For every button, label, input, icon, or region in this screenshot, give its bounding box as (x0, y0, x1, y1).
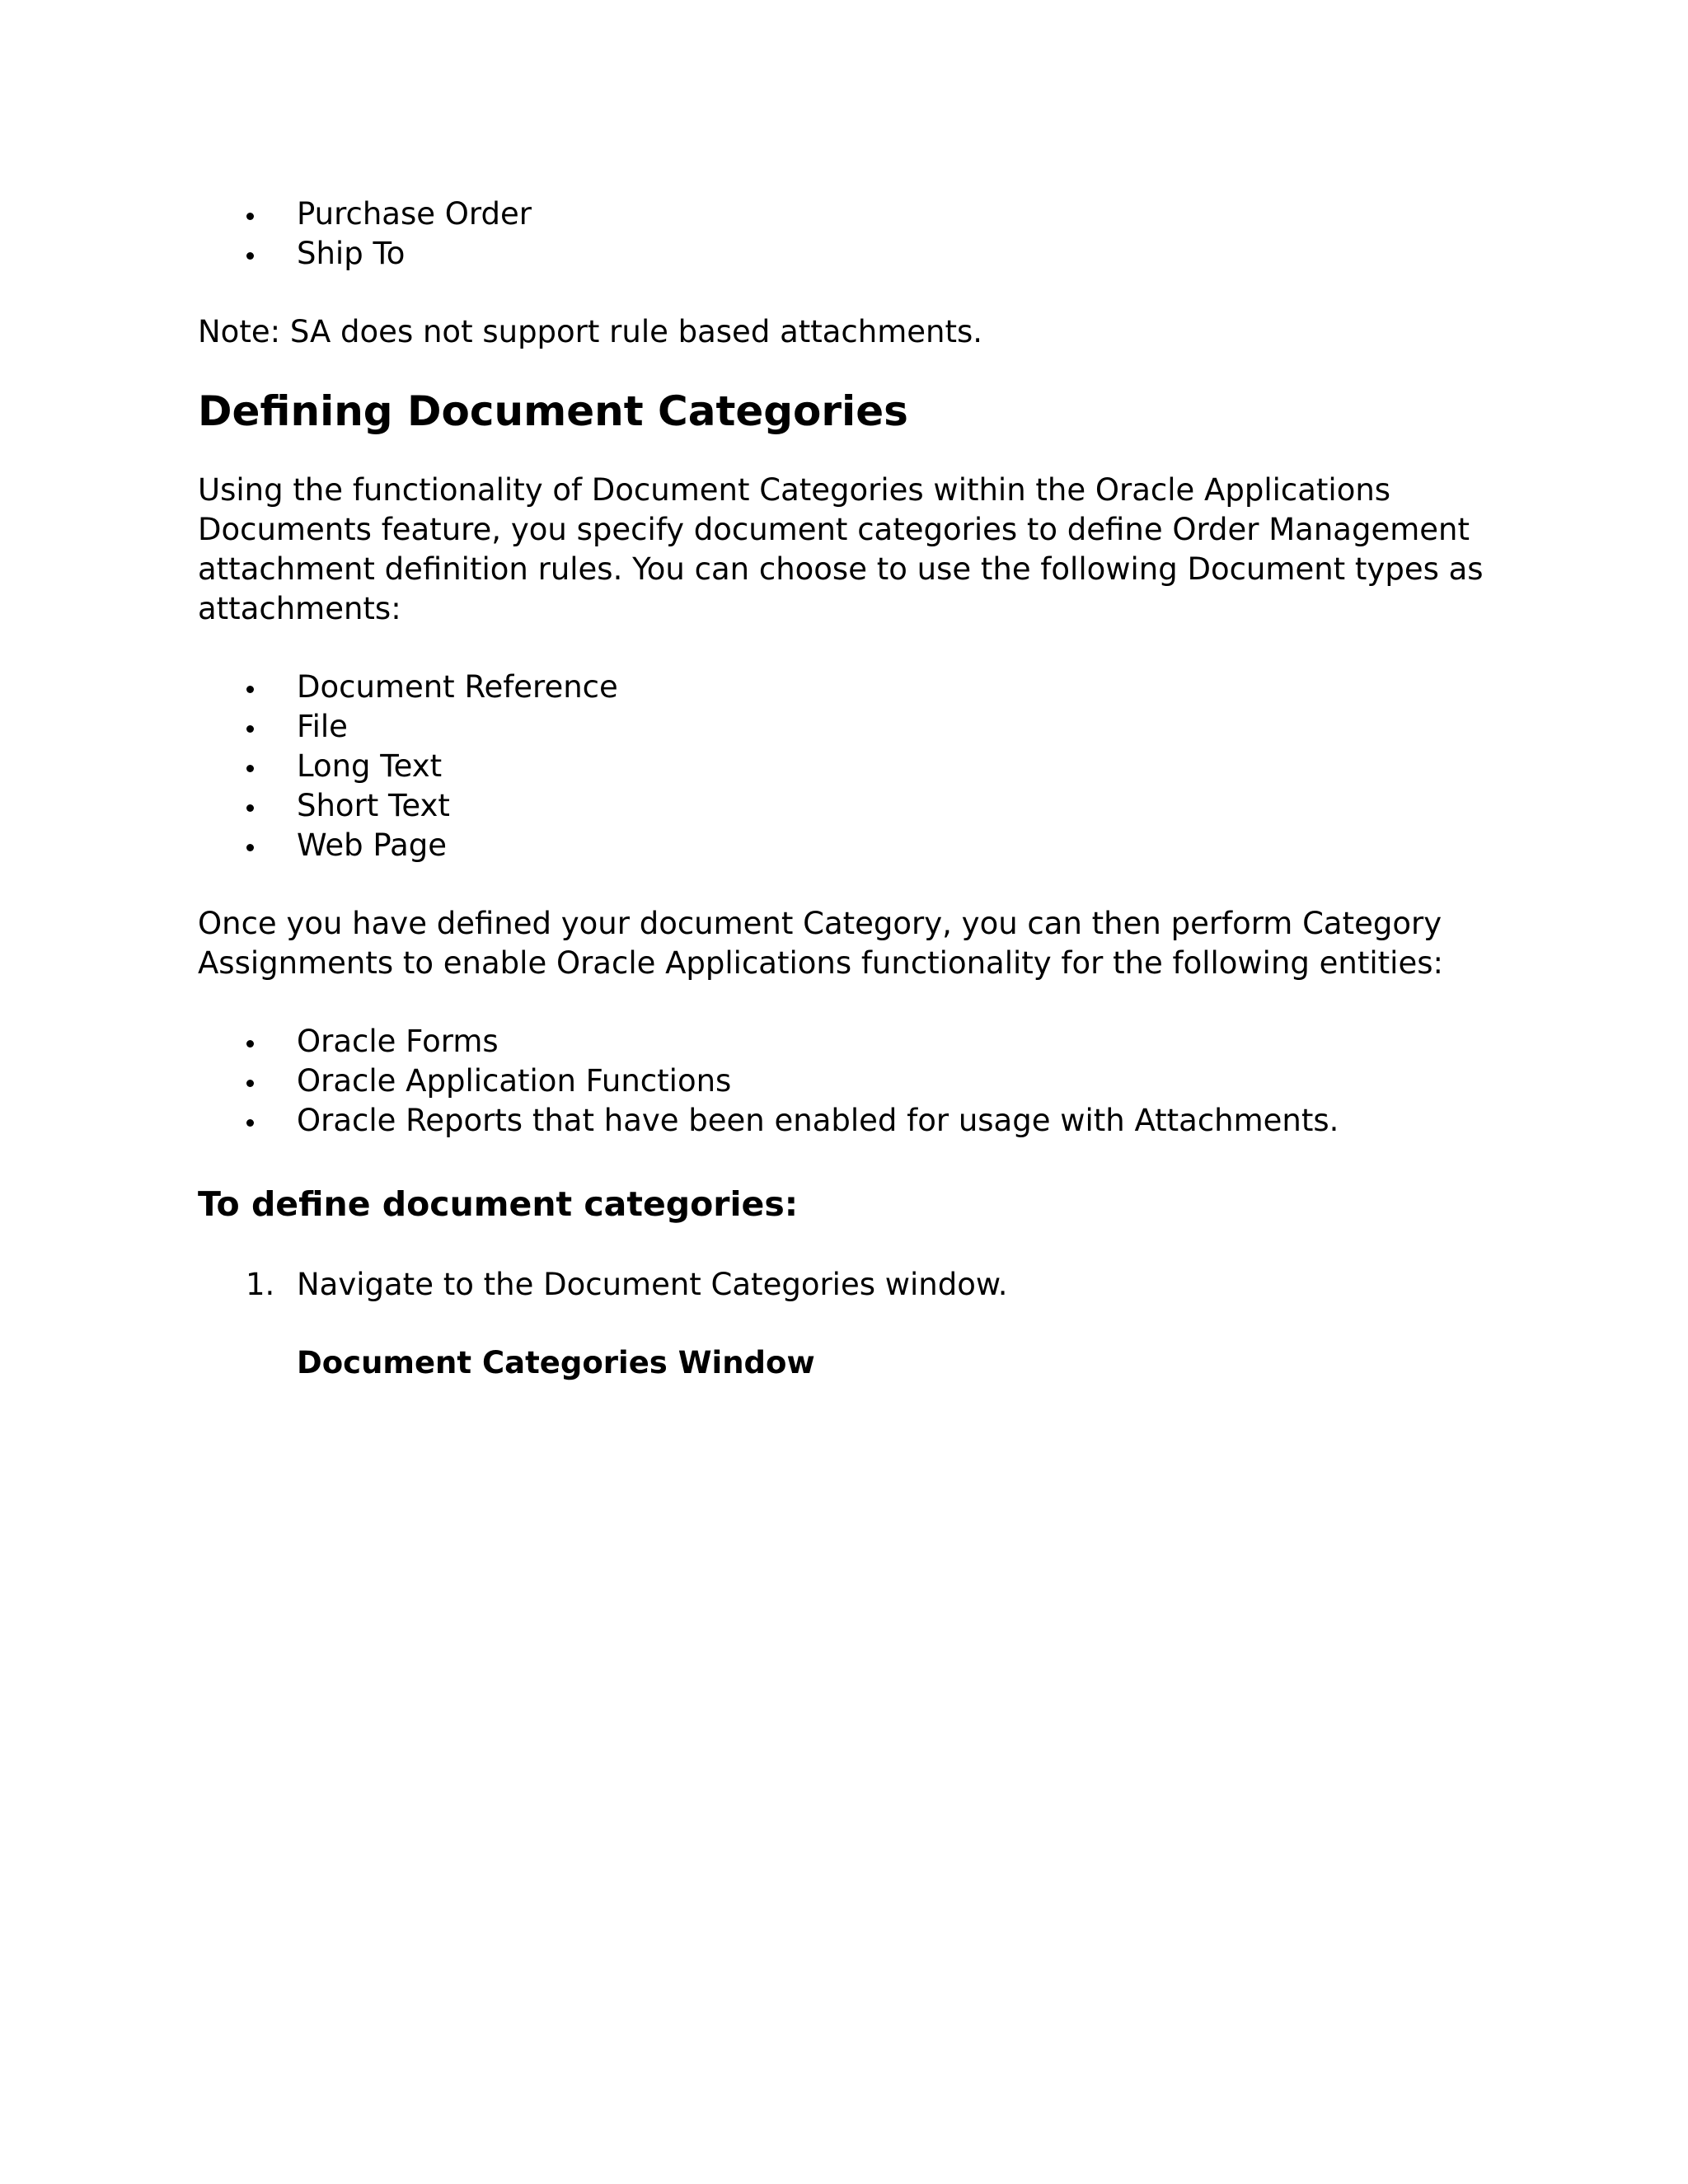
note-text: Note: SA does not support rule based attachments. (198, 314, 983, 349)
step-item (198, 1265, 1484, 1305)
entities-list (198, 1022, 1484, 1141)
list-item: Web Page (198, 826, 1484, 865)
procedure-steps (198, 1265, 1484, 1305)
step-number: 1. (246, 1267, 275, 1302)
list-item: File (198, 707, 1484, 747)
procedure-heading: To define document categories: (198, 1184, 799, 1224)
bullet-icon (246, 804, 254, 812)
bullet-icon (246, 213, 254, 220)
bullet-icon (246, 1040, 254, 1047)
document-types-list (198, 668, 1484, 865)
bullet-icon (246, 1119, 254, 1127)
assignments-paragraph: Once you have defined your document Category, you can then perform Category Assignments to enable Oracle Applications functionality for the following entities: (198, 906, 1443, 981)
list-item: Long Text (198, 747, 1484, 786)
list-item: Document Reference (198, 668, 1484, 707)
step-text: Navigate to the Document Categories window. (297, 1267, 1008, 1302)
intro-paragraph: Using the functionality of Document Categories within the Oracle Applications Documents feature, you specify document categories to define Order Management attachment definition rules. You can choose to use the following Document types as attachments: (198, 472, 1484, 626)
list-item: Short Text (198, 786, 1484, 826)
bullet-icon (246, 686, 254, 693)
list-item: Purchase Order (198, 194, 1484, 234)
continued-bullet-list (198, 194, 1484, 274)
bullet-icon (246, 844, 254, 851)
figure-caption: Document Categories Window (297, 1345, 815, 1380)
list-item: Oracle Application Functions (198, 1062, 1484, 1101)
document-page (198, 194, 1484, 1383)
list-item: Ship To (198, 234, 1484, 274)
list-item: Oracle Reports that have been enabled for usage with Attachments. (198, 1101, 1484, 1141)
list-item: Oracle Forms (198, 1022, 1484, 1062)
bullet-icon (246, 252, 254, 260)
section-heading: Defining Document Categories (198, 387, 908, 435)
bullet-icon (246, 725, 254, 733)
bullet-icon (246, 1080, 254, 1087)
bullet-icon (246, 765, 254, 772)
